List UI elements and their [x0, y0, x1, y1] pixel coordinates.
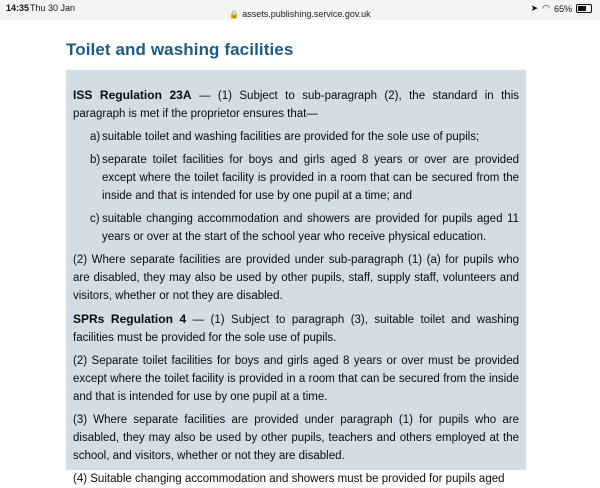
list-item — [73, 151, 519, 205]
lock-icon: 🔒 — [229, 10, 240, 19]
wifi-icon: ◠ — [542, 3, 550, 13]
iss-list — [73, 128, 519, 246]
location-icon: ➤ — [530, 3, 539, 13]
sprs-intro-text: — (1) Subject to paragraph (3), suitable toilet and washing facilities must be provided for the sole use of pupils. — [73, 314, 519, 344]
iss-intro — [73, 86, 519, 123]
list-item-text: suitable changing accommodation and showers are provided for pupils aged 11 years or over at the start of the school year who receive physical education. — [102, 213, 519, 243]
url-text[interactable]: assets.publishing.service.gov.uk — [242, 9, 371, 19]
battery-percent: 65% — [553, 3, 572, 14]
sprs-paragraph-3: (3) Where separate facilities are provided under paragraph (1) for pupils who are disabled, they may also be used by other pupils, teachers and others employed at the school, and visitors, whether or not they are disabled. — [73, 414, 519, 462]
battery-icon — [576, 4, 592, 13]
list-item — [73, 210, 519, 246]
page-title: Toilet and washing facilities — [66, 40, 294, 59]
regulation-callout — [66, 70, 526, 485]
status-date: Thu 30 Jan — [30, 3, 76, 13]
list-marker: a) — [90, 131, 101, 143]
status-indicators — [531, 3, 592, 14]
sprs-regulation-name: SPRs Regulation 4 — [73, 312, 187, 326]
list-marker: c) — [90, 213, 100, 225]
sprs-paragraph-4: (4) Suitable changing accommodation and showers must be provided for pupils aged — [73, 473, 505, 485]
status-bar — [0, 0, 600, 20]
list-item-text: suitable toilet and washing facilities are provided for the sole use of pupils; — [102, 131, 480, 143]
sprs-intro — [73, 310, 519, 347]
list-item — [73, 128, 519, 146]
sprs-paragraph-2: (2) Separate toilet facilities for boys and girls aged 8 years or over must be provided except where the toilet facility is provided in a room that can be secured from the inside and that is intended for use by one pupil at a time. — [73, 355, 519, 403]
iss-regulation-name: ISS Regulation 23A — [73, 88, 192, 102]
iss-intro-text: — (1) Subject to sub-paragraph (2), the standard in this paragraph is met if the proprietor ensures that— — [73, 90, 520, 120]
list-item-text: separate toilet facilities for boys and girls aged 8 years or over are provided except where the toilet facility is provided in a room that can be secured from the inside and that is intended for use by one pupil at a time; and — [102, 154, 519, 202]
iss-paragraph-2: (2) Where separate facilities are provided under sub-paragraph (1) (a) for pupils who are disabled, they may also be used by other pupils, staff, supply staff, volunteers and visitors, whether or not they are disabled. — [73, 254, 519, 302]
list-marker: b) — [90, 154, 101, 166]
status-time: 14:35 — [6, 3, 30, 13]
address-bar[interactable] — [0, 9, 600, 19]
